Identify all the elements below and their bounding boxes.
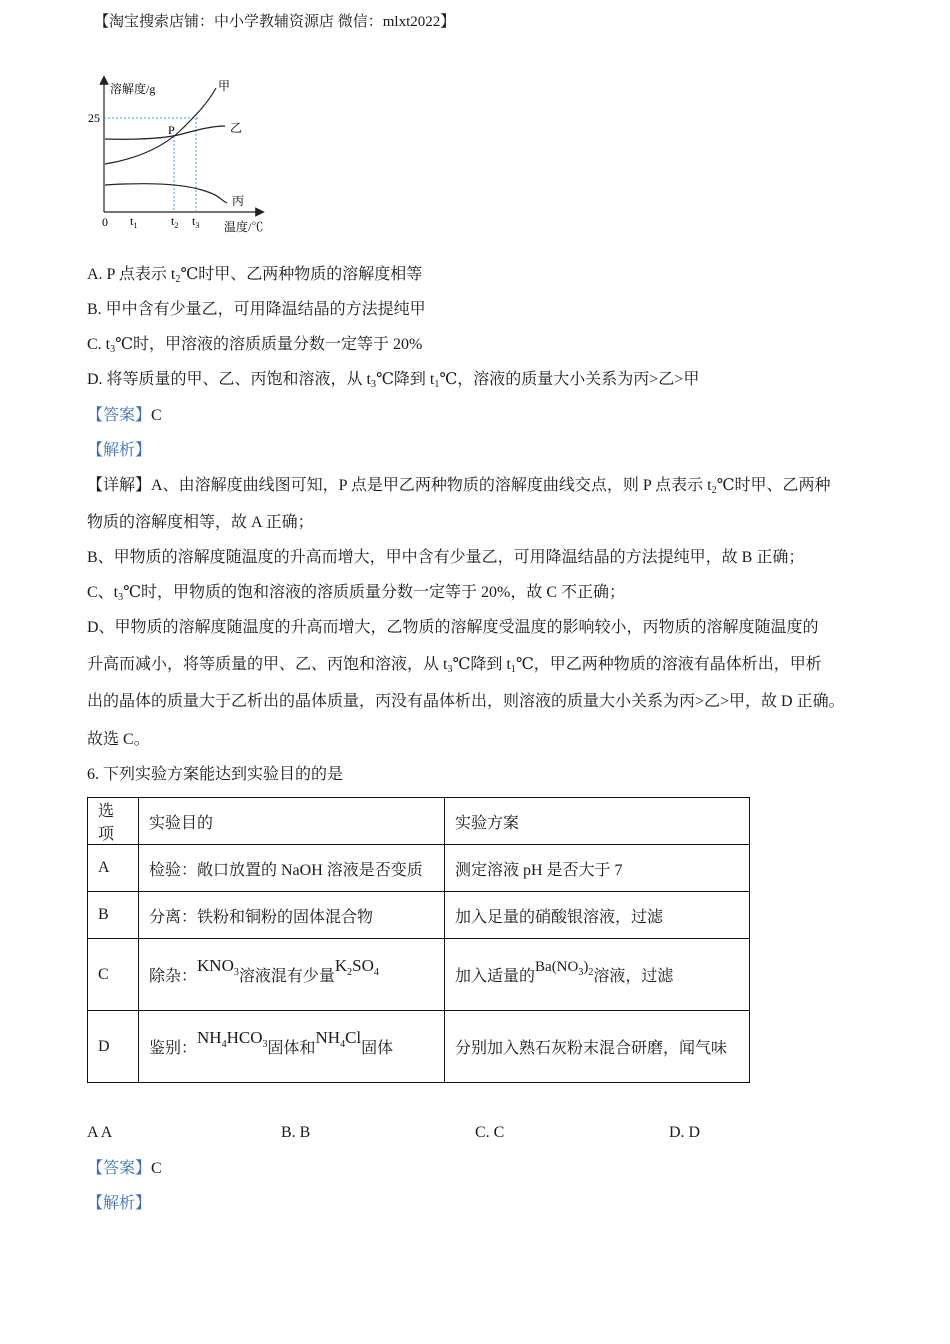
header-plan: 实验方案	[445, 798, 750, 845]
table-row: A 检验：敞口放置的 NaOH 溶液是否变质 测定溶液 pH 是否大于 7	[88, 845, 750, 892]
choice-d: D. D	[669, 1124, 701, 1141]
series-label-jia: 甲	[218, 79, 231, 93]
detail-line-7: 出的晶体的质量大于乙析出的晶体质量，丙没有晶体析出，则溶液的质量大小关系为丙>乙>甲，故 D 正确。	[87, 693, 845, 710]
experiment-table	[87, 797, 750, 1083]
curve-bing	[105, 184, 227, 203]
analysis-1-tag: 【解析】	[87, 442, 152, 459]
analysis-2-tag: 【解析】	[87, 1195, 152, 1212]
detail-line-8: 故选 C。	[87, 731, 150, 748]
header-option: 选项	[88, 798, 139, 845]
option-d: D. 将等质量的甲、乙、丙饱和溶液，从 $t_3℃$降到 $t_1℃$，溶液的质量大小关系为丙>乙>甲	[87, 371, 700, 390]
answer-2: 【答案】C	[87, 1160, 162, 1177]
page-header: 【淘宝搜索店铺：中小学教辅资源店 微信：mlxt2022】	[94, 14, 456, 30]
choice-c: C. C	[475, 1124, 505, 1141]
curve-jia	[105, 88, 216, 164]
series-label-bing: 丙	[232, 194, 245, 208]
x-tick-t2: $t_2$	[171, 214, 179, 230]
table-row: B 分离：铁粉和铜粉的固体混合物 加入足量的硝酸银溶液，过滤	[88, 892, 750, 939]
x-tick-t3: $t_3$	[192, 214, 200, 230]
series-label-yi: 乙	[230, 121, 243, 135]
detail-line-3: B、甲物质的溶解度随温度的升高而增大，甲中含有少量乙，可用降温结晶的方法提纯甲，故 B 正确；	[87, 549, 805, 566]
table-row: D 鉴别：$NH_4HCO_3$固体和$NH_4Cl$固体 分别加入熟石灰粉末混合研磨，闻气味	[88, 1011, 750, 1083]
option-a: A. P 点表示 $t_2℃$时甲、乙两种物质的溶解度相等	[87, 266, 423, 285]
option-b: B. 甲中含有少量乙，可用降温结晶的方法提纯甲	[87, 301, 426, 318]
detail-line-4: C、$t_3℃$时，甲物质的饱和溶液的溶质质量分数一定等于 20%，故 C 不正确；	[87, 584, 626, 603]
choice-b: B. B	[281, 1124, 311, 1141]
detail-line-5: D、甲物质的溶解度随温度的升高而增大，乙物质的溶解度受温度的影响较小，丙物质的溶解度随温度的	[87, 619, 819, 636]
choice-a: A A	[87, 1124, 113, 1141]
detail-line-6: 升高而减小，将等质量的甲、乙、丙饱和溶液，从 $t_3℃$降到 $t_1℃$，甲乙两种物质的溶液有晶体析出，甲析	[87, 656, 822, 675]
detail-line-2: 物质的溶解度相等，故 A 正确；	[87, 514, 314, 531]
solubility-chart	[82, 74, 282, 239]
header-goal: 实验目的	[139, 798, 445, 845]
answer-1: 【答案】C	[87, 407, 162, 424]
point-p-label: P	[168, 123, 175, 137]
curve-yi	[105, 126, 225, 139]
option-c: C. $t_3℃$时，甲溶液的溶质质量分数一定等于 20%	[87, 336, 423, 355]
table-row: C 除杂：$KNO_3$溶液混有少量$K_2SO_4$ 加入适量的$Ba(NO_3)_2$溶液，过滤	[88, 939, 750, 1011]
question-6-stem: 6. 下列实验方案能达到实验目的的是	[87, 766, 344, 783]
table-header-row	[88, 798, 750, 845]
x-label: 温度/℃	[224, 220, 264, 234]
detail-line-1: 【详解】A、由溶解度曲线图可知，P 点是甲乙两种物质的溶解度曲线交点，则 P 点表示 $t_2℃$时甲、乙两种	[87, 477, 831, 496]
x-tick-t1: $t_1$	[130, 214, 138, 230]
y-label: 溶解度/g	[110, 82, 156, 96]
y-tick-25: 25	[88, 111, 100, 125]
origin-label: 0	[102, 215, 108, 229]
